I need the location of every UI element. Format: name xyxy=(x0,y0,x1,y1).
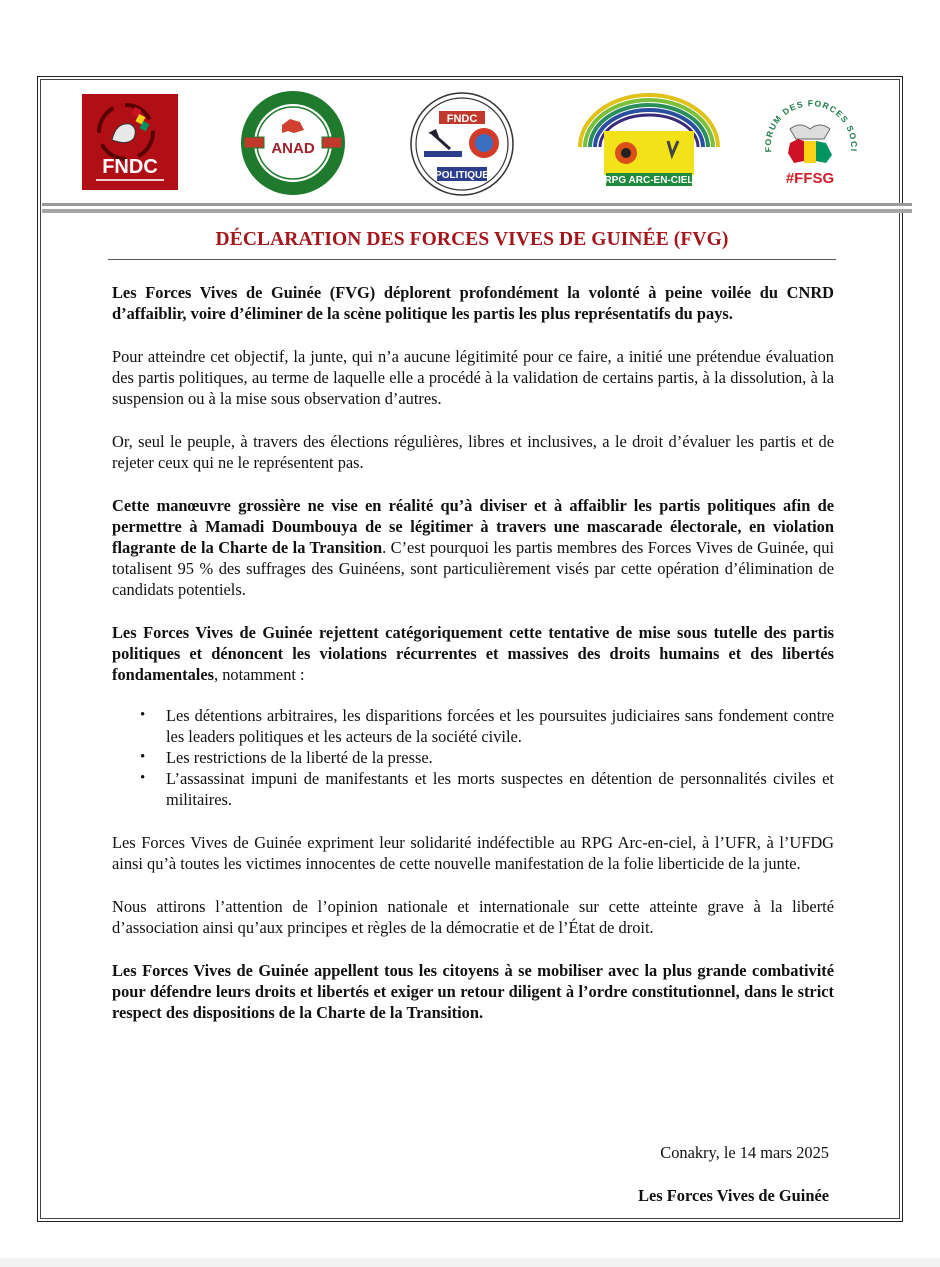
list-item: • Les restrictions de la liberté de la presse. xyxy=(166,747,834,768)
anad-logo xyxy=(238,91,348,195)
ffsg-logo xyxy=(754,85,866,197)
svg-text:RPG ARC-EN-CIEL: RPG ARC-EN-CIEL xyxy=(604,175,694,186)
svg-text:ANAD: ANAD xyxy=(271,140,315,157)
ffsg-emblem-icon xyxy=(754,85,866,197)
page-bottom-strip xyxy=(0,1258,940,1267)
paragraph-objective: Pour atteindre cet objectif, la junte, qui n’a aucune légitimité pour ce faire, a initié une prétendue évaluation des partis politiques, au terme de laquelle elle a procédé à la validation de certains partis, à la dissolution, à la suspension ou à la mise sous observation d’autres. xyxy=(112,347,834,408)
paragraph-attention: Nous attirons l’attention de l’opinion nationale et internationale sur cette atteinte grave à la liberté d’association ainsi qu’aux principes et règles de la démocratie et de l’État de droit. xyxy=(112,897,834,937)
violations-list xyxy=(112,705,834,810)
paragraph-intro: Les Forces Vives de Guinée (FVG) déplorent profondément la volonté à peine voilée du CNRD d’affaiblir, voire d’éliminer de la scène politique les partis les plus représentatifs du pays. xyxy=(112,283,834,323)
list-item: • Les détentions arbitraires, les disparitions forcées et les poursuites judiciaires sans fondement contre les leaders politiques et les acteurs de la société civile. xyxy=(166,705,834,747)
signature: Les Forces Vives de Guinée xyxy=(638,1186,829,1205)
svg-text:POLITIQUE: POLITIQUE xyxy=(435,170,489,181)
paragraph-people: Or, seul le peuple, à travers des élections régulières, libres et inclusives, a le droit d’évaluer les partis et de rejeter ceux qui ne le représentent pas. xyxy=(112,432,834,472)
paragraph-rejection xyxy=(112,622,834,685)
paragraph-rejection-rest: , notamment : xyxy=(214,665,305,684)
paragraph-maneuver xyxy=(112,495,834,600)
rpg-arc-en-ciel-logo xyxy=(576,91,722,191)
svg-text:FNDC: FNDC xyxy=(102,156,158,178)
document-title: DÉCLARATION DES FORCES VIVES DE GUINÉE (FVG) xyxy=(215,229,729,250)
rpg-rainbow-emblem-icon xyxy=(576,91,722,191)
paragraph-maneuver-rest: . C’est pourquoi les partis membres des Forces Vives de Guinée, qui totalisent 95 % des suffrages des Guinéens, sont particulièrement visés par cette opération d’élimination de candidats potentiels. xyxy=(112,538,834,599)
anad-emblem-icon xyxy=(238,91,348,195)
paragraph-solidarity: Les Forces Vives de Guinée expriment leur solidarité indéfectible au RPG Arc-en-ciel, à l’UFR, à l’UFDG ainsi qu’à toutes les victimes innocentes de cette nouvelle manifestation de la folie liberticide de la junte. xyxy=(112,833,834,873)
logo-banner xyxy=(38,77,902,203)
fndc-politique-emblem-icon xyxy=(406,91,518,197)
svg-text:FORUM DES FORCES SOCIALES DE G: FORUM DES FORCES SOCI xyxy=(762,98,860,153)
svg-text:FNDC: FNDC xyxy=(446,113,478,125)
fndc-emblem-icon xyxy=(82,94,178,190)
place-and-date: Conakry, le 14 mars 2025 xyxy=(660,1143,829,1162)
fndc-logo xyxy=(82,94,178,190)
paragraph-rejection-bold: Les Forces Vives de Guinée rejettent catégoriquement cette tentative de mise sous tutelle des partis politiques et dénoncent les violations récurrentes et massives des droits humains et des libertés fondamentales xyxy=(112,623,834,684)
title-underline xyxy=(108,259,836,260)
svg-text:#FFSG: #FFSG xyxy=(785,170,835,187)
fndc-politique-logo xyxy=(406,91,518,197)
document-frame xyxy=(37,76,903,1222)
paragraph-call-to-action: Les Forces Vives de Guinée appellent tous les citoyens à se mobiliser avec la plus grande combativité pour défendre leurs droits et libertés et exiger un retour diligent à l’ordre constitutionnel, dans le strict respect des dispositions de la Charte de la Transition. xyxy=(112,961,834,1022)
list-item: • L’assassinat impuni de manifestants et les morts suspectes en détention de personnalités civiles et militaires. xyxy=(166,768,834,810)
declaration-body xyxy=(112,282,834,1045)
header-separator xyxy=(42,203,912,213)
paragraph-maneuver-bold: Cette manœuvre grossière ne vise en réalité qu’à diviser et à affaiblir les partis politiques afin de permettre à Mamadi Doumbouya de se légitimer à travers une mascarade électorale, en violation flagrante de la Charte de la Transition xyxy=(112,496,834,557)
